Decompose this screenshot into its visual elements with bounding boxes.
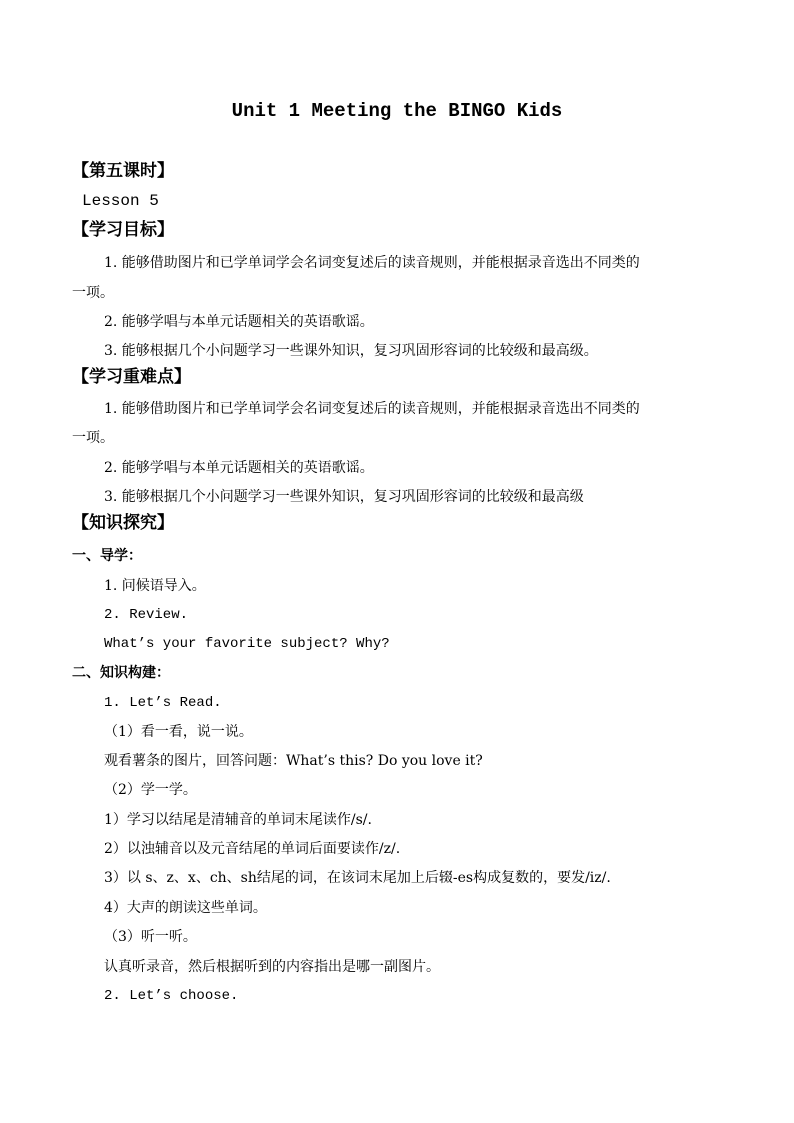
section-2-step-1: （1）看一看，说一说。 [104, 724, 253, 740]
objective-2: 2. 能够学唱与本单元话题相关的英语歌谣。 [104, 314, 374, 330]
section-2-rule-4: 4）大声的朗读这些单词。 [104, 900, 267, 916]
key-point-2: 2. 能够学唱与本单元话题相关的英语歌谣。 [104, 460, 374, 476]
key-point-1-line-2: 一项。 [72, 430, 114, 446]
objective-3: 3. 能够根据几个小问题学习一些课外知识，复习巩固形容词的比较级和最高级。 [104, 343, 598, 359]
section-2-step-1-text: 观看薯条的图片，回答问题：What’s this? Do you love it? [104, 753, 483, 769]
key-point-1-line-1: 1. 能够借助图片和已学单词学会名词变复述后的读音规则，并能根据录音选出不同类的 [104, 401, 640, 417]
section-1-question: What’s your favorite subject? Why? [104, 636, 390, 652]
section-1-heading: 一、导学： [72, 548, 142, 564]
section-2-item-1: 1. Let’s Read. [104, 695, 222, 711]
key-point-3: 3. 能够根据几个小问题学习一些课外知识，复习巩固形容词的比较级和最高级 [104, 489, 584, 505]
document-title: Unit 1 Meeting the BINGO Kids [231, 100, 563, 122]
section-2-rule-2: 2）以浊辅音以及元音结尾的单词后面要读作/z/. [104, 841, 401, 857]
section-2-heading: 二、知识构建： [72, 665, 170, 681]
key-points-heading: 【学习重难点】 [72, 367, 191, 387]
section-2-step-3-text: 认真听录音，然后根据听到的内容指出是哪一副图片。 [104, 959, 440, 975]
section-2-rule-1: 1）学习以结尾是清辅音的单词末尾读作/s/. [104, 812, 372, 828]
section-2-step-3: （3）听一听。 [104, 929, 197, 945]
section-2-rule-3: 3）以 s、z、x、ch、sh结尾的词，在该词末尾加上后辍-es构成复数的，要发/iz/. [104, 870, 611, 886]
objectives-heading: 【学习目标】 [72, 220, 174, 240]
exploration-heading: 【知识探究】 [72, 513, 174, 533]
section-2-item-2: 2. Let’s choose. [104, 988, 239, 1004]
section-1-item-2: 2. Review. [104, 607, 189, 623]
section-1-item-1: 1. 问候语导入。 [104, 578, 206, 594]
lesson-label: Lesson 5 [82, 192, 159, 210]
period-heading: 【第五课时】 [72, 161, 174, 181]
section-2-step-2: （2）学一学。 [104, 782, 197, 798]
objective-1-line-1: 1. 能够借助图片和已学单词学会名词变复述后的读音规则，并能根据录音选出不同类的 [104, 255, 640, 271]
objective-1-line-2: 一项。 [72, 285, 114, 301]
